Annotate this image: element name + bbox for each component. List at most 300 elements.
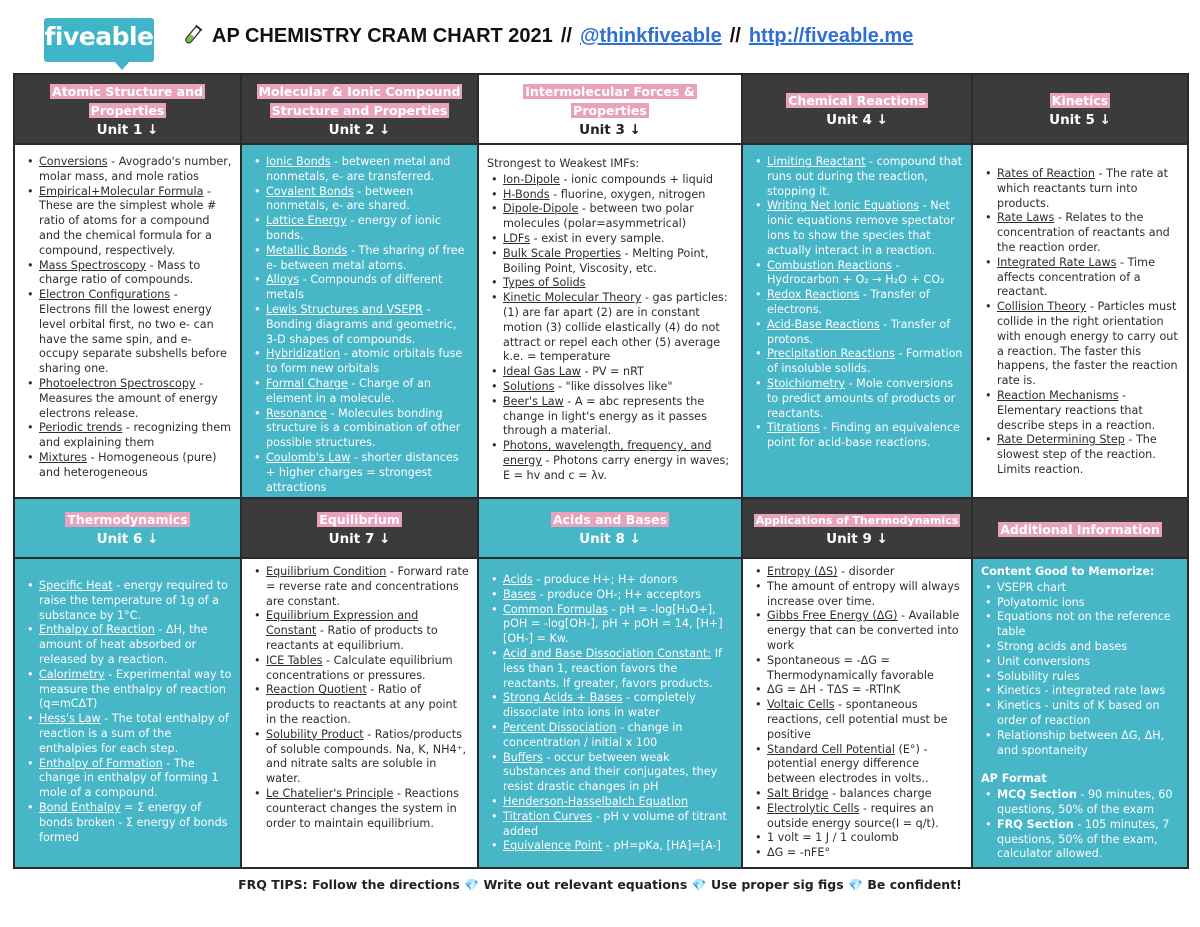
term-description: - Particles must collide in the right orientation with enough energy to carry out a reaction. The faster this happens, the faster the reaction rate is.	[997, 300, 1178, 388]
ap-format-heading: AP Format	[981, 772, 1047, 786]
list-item	[751, 155, 963, 199]
list-item: • Kinetics - units of K based on order of reaction	[981, 699, 1179, 729]
term-description: - atomic orbitals fuse to form new orbitals	[266, 347, 463, 376]
twitter-handle-link[interactable]: @thinkfiveable	[579, 24, 722, 47]
term-description: - Transfer of protons.	[767, 317, 951, 346]
list-item: • Equations not on the reference table	[981, 610, 1179, 640]
term-label: Henderson-Hasselbalch Equation	[503, 794, 689, 808]
term-label: Acid-Base Reactions	[767, 317, 880, 331]
list-item: • Strong acids and bases	[981, 640, 1179, 655]
format-section-description: - 105 minutes, 7 questions, 50% of the exam, calculator allowed.	[997, 817, 1170, 861]
term-label: Stoichiometry	[767, 376, 846, 390]
term-description: - Photons carry energy in waves; E = hv and c = λv.	[503, 453, 730, 482]
term-label: Precipitation Reactions	[767, 347, 895, 361]
term-label: Bases	[503, 587, 537, 601]
term-description: - Ratio of products to reactants at equilibrium.	[266, 624, 438, 652]
term-description: - Hydrocarbon + O₂ → H₂O + CO₂	[767, 258, 945, 287]
list-item	[751, 580, 963, 610]
term-label: Enthalpy of Formation	[39, 756, 163, 770]
list-item	[751, 787, 963, 802]
term-description: - The slowest step of the reaction. Limits reaction.	[997, 433, 1157, 476]
term-description: - Time affects concentration of a reactant.	[997, 255, 1155, 299]
term-description: - Bonding diagrams and geometric, 3-D shapes of compounds.	[266, 302, 457, 346]
list-item: • Unit conversions	[981, 655, 1179, 670]
term-label: Bulk Scale Properties	[503, 246, 622, 260]
page-header	[0, 0, 1200, 70]
term-label: Titrations	[767, 421, 820, 435]
list-item	[751, 347, 963, 377]
term-label: Salt Bridge	[767, 786, 829, 800]
term-label: Titration Curves	[503, 809, 593, 823]
term-description: - A = abc represents the change in light's energy as it passes through a material.	[503, 394, 707, 438]
term-label: Collision Theory	[997, 300, 1087, 314]
list-item	[250, 787, 469, 831]
term-label: Equilibrium Condition	[266, 565, 387, 578]
term-description: - balances charge	[828, 786, 932, 800]
term-description: - Molecules bonding structure is a combination of other possible structures.	[266, 406, 461, 450]
term-label: Alloys	[266, 273, 300, 287]
term-description: - between metal and nonmetals, e- are transferred.	[266, 155, 451, 183]
list-item	[981, 300, 1179, 389]
list-item	[250, 407, 469, 451]
term-label: Photons, wavelength, frequency, and energy	[503, 439, 712, 467]
term-description: - Elementary reactions that describe steps in a reaction.	[997, 388, 1156, 432]
list-item	[250, 244, 469, 274]
unit-5-number: Unit 5 ↓	[1049, 112, 1111, 128]
term-description: - Net ionic equations remove spectator ions to show the species that actually interact in a reaction.	[767, 199, 955, 257]
term-description: - Formation of insoluble solids.	[767, 347, 963, 376]
term-description: - recognizing them and explaining them	[39, 421, 232, 450]
term-description: - energy required to raise the temperature of 1g of a substance by 1°C.	[39, 579, 228, 622]
list-item	[250, 728, 469, 787]
list-item: • Kinetics - integrated rate laws	[981, 684, 1179, 699]
term-description: - shorter distances + higher charges = strongest attractions	[266, 450, 459, 494]
list-item	[487, 380, 733, 395]
term-description: - compound that runs out during the reaction, stopping it.	[767, 155, 963, 198]
unit-9-title: Applications of Thermodynamics	[755, 514, 959, 527]
list-item	[250, 377, 469, 407]
term-description: - spontaneous reactions, cell potential must be positive	[767, 698, 948, 741]
term-description: - The change in enthalpy of forming 1 mole of a compound.	[39, 756, 219, 800]
unit-3-number: Unit 3 ↓	[579, 121, 641, 138]
term-label: Writing Net Ionic Equations	[767, 199, 920, 213]
unit-2-header	[242, 75, 479, 145]
term-description: - The total enthalpy of reaction is a sum of the enthalpies for each step.	[39, 712, 229, 755]
term-label: Reaction Mechanisms	[997, 388, 1119, 402]
term-label: Reaction Quotient	[266, 683, 367, 697]
list-item	[250, 451, 469, 495]
frq-tip: Use proper sig figs	[710, 877, 844, 892]
term-label: Integrated Rate Laws	[997, 255, 1117, 269]
unit-2-number: Unit 2 ↓	[328, 121, 391, 138]
term-label: Rate Determining Step	[997, 433, 1125, 447]
term-description: - Forward rate = reverse rate and concentrations are constant.	[266, 565, 469, 608]
list-item	[751, 288, 963, 318]
list-item: • VSEPR chart	[981, 581, 1179, 596]
list-item	[981, 389, 1179, 433]
list-item	[23, 421, 232, 451]
gem-icon: 💎	[848, 878, 863, 892]
list-item	[23, 155, 232, 185]
format-section-label: FRQ Section	[997, 817, 1074, 831]
term-description: - Finding an equivalence point for acid-base reactions.	[767, 421, 960, 450]
term-label: Ion-Dipole	[503, 172, 560, 186]
term-label: Voltaic Cells	[767, 698, 835, 712]
unit-8-number: Unit 8 ↓	[579, 531, 641, 547]
list-item	[487, 795, 733, 810]
unit-6-list	[23, 579, 232, 845]
list-item	[487, 751, 733, 795]
list-item	[23, 757, 232, 801]
term-description: - Relates to the concentration of reactants and the reaction order.	[997, 211, 1170, 254]
term-description: - gas particles: (1) are far apart (2) are in constant motion (3) collide elastically (4) do not attract or repel each other (5) average k.e. = temperature	[503, 291, 728, 364]
list-item	[23, 185, 232, 259]
list-item	[23, 579, 232, 623]
term-label: ICE Tables	[266, 653, 323, 667]
term-description: - Measures the amount of energy electrons release.	[39, 376, 218, 420]
term-label: Lewis Structures and VSEPR	[266, 302, 423, 316]
term-description: = Σ energy of bonds broken - Σ energy of bonds formed	[39, 800, 228, 844]
term-description: - Avogrado's number, molar mass, and mole ratios	[39, 155, 232, 183]
list-item	[981, 256, 1179, 300]
term-description: - between nonmetals, e- are shared.	[266, 184, 414, 213]
list-item: • Polyatomic ions	[981, 596, 1179, 611]
term-description: - completely dissociate into ions in water	[503, 691, 696, 720]
term-label: Strong Acids + Bases	[503, 691, 623, 705]
frq-tips-label: FRQ TIPS:	[238, 877, 308, 892]
term-description: - pH = -log[H₃O+], pOH = -log[OH-], pH + pOH = 14, [H+][OH-] = Kw.	[503, 602, 723, 646]
unit-6-number: Unit 6 ↓	[96, 531, 159, 547]
list-item	[487, 276, 733, 291]
unit-9-body	[743, 559, 973, 867]
term-label: Rate Laws	[997, 211, 1055, 225]
term-description: - energy of ionic bonds.	[266, 214, 442, 242]
list-item	[487, 291, 733, 365]
term-description: - Melting Point, Boiling Point, Viscosity, etc.	[503, 246, 709, 275]
term-description: - Compounds of different metals	[266, 273, 443, 302]
list-item	[23, 259, 232, 289]
unit-3-header	[479, 75, 743, 145]
unit-3-body	[479, 145, 743, 499]
list-item	[487, 603, 733, 647]
format-section-description: - 90 minutes, 60 questions, 50% of the exam	[997, 788, 1173, 816]
unit-8-header	[479, 499, 743, 559]
term-description: ΔG = -nFE°	[767, 846, 831, 860]
term-description: - Experimental way to measure the enthalpy of reaction (q=mCΔT)	[39, 667, 232, 711]
list-item	[23, 451, 232, 481]
frq-tip: Follow the directions	[311, 877, 460, 892]
list-item	[751, 421, 963, 451]
cram-chart-grid	[13, 73, 1189, 869]
unit-1-title: Atomic Structure and Properties	[52, 83, 203, 118]
term-description: - Homogeneous (pure) and heterogeneous	[39, 450, 217, 479]
term-label: Percent Dissociation	[503, 720, 617, 734]
term-label: Entropy (ΔS)	[767, 565, 838, 578]
title-separator: //	[560, 24, 572, 47]
term-description: - occur between weak substances and their conjugates, they resist drastic changes in pH	[503, 750, 718, 794]
term-description: - These are the simplest whole # ratio of atoms for a compound and the chemical formula for a compound, respectively.	[39, 184, 217, 257]
term-description: - Calculate equilibrium concentrations or pressures.	[266, 653, 453, 682]
list-item	[751, 654, 963, 684]
unit-4-body	[743, 145, 973, 499]
list-item	[487, 810, 733, 840]
list-item	[751, 318, 963, 348]
unit-5-body	[973, 145, 1187, 499]
term-label: Gibbs Free Energy (ΔG)	[767, 609, 898, 623]
list-item	[751, 565, 963, 580]
unit-7-number: Unit 7 ↓	[328, 531, 391, 547]
term-description: - requires an outside energy source(I = q/t).	[767, 801, 939, 830]
list-item	[250, 273, 469, 303]
unit-7-title: Equilibrium	[319, 512, 400, 527]
term-label: Acid and Base Dissociation Constant:	[503, 646, 712, 660]
list-item	[751, 831, 963, 846]
unit-1-header	[15, 75, 242, 145]
list-item	[981, 788, 1179, 818]
term-description: - Mole conversions to predict amounts of products or reactants.	[767, 376, 956, 420]
term-description: - Ratios/products of soluble compounds. Na, K, NH4⁺, and nitrate salts are soluble in water.	[266, 727, 467, 786]
term-label: Redox Reactions	[767, 288, 860, 302]
term-label: Beer's Law	[503, 394, 564, 408]
list-item	[23, 288, 232, 377]
term-description: - Mass to charge ratio of compounds.	[39, 258, 201, 287]
term-description: - Charge of an element in a molecule.	[266, 376, 431, 405]
term-label: Enthalpy of Reaction	[39, 623, 155, 637]
term-label: Buffers	[503, 750, 543, 764]
term-description: - PV = nRT	[580, 365, 644, 379]
term-label: Electrolytic Cells	[767, 801, 860, 815]
list-item	[751, 846, 963, 861]
unit-8-title: Acids and Bases	[552, 512, 668, 527]
term-label: Common Formulas	[503, 602, 609, 616]
term-description: (E°) - potential energy difference between electrodes in volts..	[767, 742, 929, 786]
term-label: Ionic Bonds	[266, 155, 331, 168]
term-label: Formal Charge	[266, 376, 348, 390]
frq-tips-footer	[0, 877, 1200, 892]
unit-8-list	[487, 573, 733, 854]
term-label: Mixtures	[39, 450, 87, 464]
unit-2-title: Molecular & Ionic Compound Structure and Properties	[258, 83, 461, 118]
website-link[interactable]: http://fiveable.me	[748, 24, 914, 47]
unit-6-title: Thermodynamics	[67, 512, 188, 527]
unit-9-number: Unit 9 ↓	[826, 531, 888, 547]
term-label: Empirical+Molecular Formula	[39, 184, 204, 198]
term-description: If less than 1, reaction favors the reactants. If greater, favors products.	[503, 646, 722, 690]
term-description: - Transfer of electrons.	[767, 288, 930, 316]
list-item	[487, 839, 733, 854]
term-description: - ionic compounds + liquid	[559, 172, 714, 186]
term-description: - produce H+; H+ donors	[532, 573, 678, 586]
unit-3-title: Intermolecular Forces & Properties	[525, 83, 695, 118]
list-item	[250, 683, 469, 727]
term-description: - fluorine, oxygen, nitrogen	[549, 187, 706, 201]
list-item	[751, 609, 963, 653]
unit-5-list	[981, 167, 1179, 478]
term-label: Combustion Reactions	[767, 258, 892, 272]
additional-info-title: Additional Information	[1000, 521, 1160, 537]
term-label: Ideal Gas Law	[503, 365, 581, 379]
term-description: - Reactions counteract changes the system in order to maintain equilibrium.	[266, 786, 459, 830]
list-item	[250, 185, 469, 215]
term-label: Dipole-Dipole	[503, 202, 579, 216]
term-label: Solubility Product	[266, 727, 364, 741]
list-item	[250, 155, 469, 185]
memorize-heading: Content Good to Memorize:	[981, 565, 1155, 578]
list-item	[250, 347, 469, 377]
term-description: - ΔH, the amount of heat absorbed or released by a reaction.	[39, 623, 208, 666]
page-title: AP CHEMISTRY CRAM CHART 2021	[212, 24, 553, 47]
list-item: • Relationship between ΔG, ΔH, and spontaneity	[981, 729, 1179, 759]
imf-intro: Strongest to Weakest IMFs:	[487, 157, 640, 170]
term-label: LDFs	[503, 231, 531, 245]
term-label: Photoelectron Spectroscopy	[39, 376, 196, 390]
term-label: H-Bonds	[503, 187, 550, 201]
unit-6-body	[15, 559, 242, 867]
term-description: - pH=pKa, [HA]=[A-]	[602, 839, 721, 853]
term-description: - Available energy that can be converted into work	[767, 609, 960, 652]
unit-2-list	[250, 155, 469, 495]
term-label: Hybridization	[266, 347, 341, 361]
unit-4-list	[751, 155, 963, 451]
term-label: Types of Solids	[503, 276, 586, 290]
list-item	[23, 623, 232, 667]
term-label: Le Chatelier's Principle	[266, 786, 394, 800]
format-section-label: MCQ Section	[997, 788, 1077, 802]
unit-4-number: Unit 4 ↓	[826, 112, 888, 128]
list-item	[487, 247, 733, 277]
term-label: Hess's Law	[39, 712, 101, 726]
memorize-list	[981, 581, 1179, 759]
term-label: Covalent Bonds	[266, 184, 354, 198]
term-label: Solutions	[503, 379, 555, 393]
term-description: ΔG = ΔH - TΔS = -RTlnK	[767, 683, 901, 697]
list-item	[487, 232, 733, 247]
term-label: Conversions	[39, 155, 108, 168]
ap-format-list	[981, 788, 1179, 862]
list-item	[487, 188, 733, 203]
list-item	[981, 433, 1179, 477]
additional-info-body	[973, 559, 1187, 867]
list-item	[250, 214, 469, 244]
list-item	[981, 167, 1179, 211]
list-item	[751, 743, 963, 787]
list-item	[751, 259, 963, 289]
term-label: Periodic trends	[39, 421, 123, 435]
gem-icon: 💎	[691, 878, 707, 892]
list-item	[487, 173, 733, 188]
list-item	[751, 683, 963, 698]
unit-4-title: Chemical Reactions	[788, 93, 926, 108]
list-item	[751, 802, 963, 832]
term-label: Coulomb's Law	[266, 450, 351, 464]
list-item	[250, 303, 469, 347]
term-description: - change in concentration / initial x 100	[503, 720, 683, 749]
unit-1-list	[23, 155, 232, 481]
list-item	[487, 202, 733, 232]
unit-9-list	[751, 565, 963, 861]
frq-tip: Write out relevant equations	[483, 877, 688, 892]
term-label: Equilibrium Expression and Constant	[266, 609, 419, 638]
list-item	[751, 377, 963, 421]
frq-tip: Be confident!	[867, 877, 962, 892]
term-description: 1 volt = 1 J / 1 coulomb	[767, 831, 899, 845]
term-description: - Ratio of products to reactants at any point in the reaction.	[266, 683, 458, 726]
unit-8-body	[479, 559, 743, 867]
unit-7-header	[242, 499, 479, 559]
unit-3-list	[487, 173, 733, 484]
fiveable-logo[interactable]	[44, 18, 154, 62]
list-item	[981, 211, 1179, 255]
list-item	[487, 647, 733, 691]
term-label: Lattice Energy	[266, 214, 347, 228]
gem-icon: 💎	[464, 878, 480, 892]
term-description: - The sharing of free e- between metal atoms.	[266, 243, 465, 272]
unit-1-body	[15, 145, 242, 499]
term-description: The amount of entropy will always increase over time.	[767, 579, 960, 608]
list-item	[250, 609, 469, 653]
term-label: Electron Configurations	[39, 288, 171, 302]
list-item	[250, 654, 469, 684]
list-item	[751, 698, 963, 742]
term-label: Standard Cell Potential	[767, 742, 895, 756]
term-description: - The rate at which reactants turn into products.	[997, 167, 1169, 210]
unit-9-header	[743, 499, 973, 559]
list-item	[23, 801, 232, 845]
unit-4-header	[743, 75, 973, 145]
term-label: Limiting Reactant	[767, 155, 866, 168]
additional-info-header	[973, 499, 1187, 559]
unit-7-body	[242, 559, 479, 867]
logo-text: fiveable	[44, 22, 154, 51]
list-item	[487, 721, 733, 751]
title-separator: //	[729, 24, 741, 47]
term-label: Rates of Reaction	[997, 167, 1095, 180]
term-label: Equivalence Point	[503, 839, 603, 853]
term-label: Bond Enthalpy	[39, 800, 121, 814]
unit-7-list	[250, 565, 469, 831]
title-row	[180, 22, 913, 50]
term-label: Mass Spectroscopy	[39, 258, 147, 272]
term-label: Specific Heat	[39, 579, 113, 592]
list-item: • Solubility rules	[981, 670, 1179, 685]
term-description: Spontaneous = -ΔG = Thermodynamically favorable	[767, 653, 934, 682]
term-description: - "like dissolves like"	[554, 379, 673, 393]
term-description: - between two polar molecules (polar=asymmetrical)	[503, 202, 694, 231]
list-item	[487, 365, 733, 380]
list-item	[487, 573, 733, 588]
term-description: - Electrons fill the lowest energy level orbital first, no two e- can have the same spin, and e- occupy separate subshells before sharing one.	[39, 288, 227, 376]
list-item	[487, 439, 733, 483]
term-label: Acids	[503, 573, 533, 586]
list-item	[751, 199, 963, 258]
list-item	[23, 377, 232, 421]
term-label: Metallic Bonds	[266, 243, 348, 257]
unit-6-header	[15, 499, 242, 559]
term-label: Calorimetry	[39, 667, 105, 681]
list-item	[250, 565, 469, 609]
term-description: - disorder	[837, 565, 895, 578]
term-label: Kinetic Molecular Theory	[503, 291, 642, 305]
list-item	[487, 395, 733, 439]
term-description: - pH v volume of titrant added	[503, 809, 727, 838]
list-item	[487, 588, 733, 603]
list-item	[23, 668, 232, 712]
term-description: - produce OH-; H+ acceptors	[536, 587, 702, 601]
term-description: - exist in every sample.	[530, 231, 665, 245]
unit-5-title: Kinetics	[1051, 93, 1109, 108]
unit-2-body	[242, 145, 479, 499]
unit-1-number: Unit 1 ↓	[96, 121, 159, 138]
